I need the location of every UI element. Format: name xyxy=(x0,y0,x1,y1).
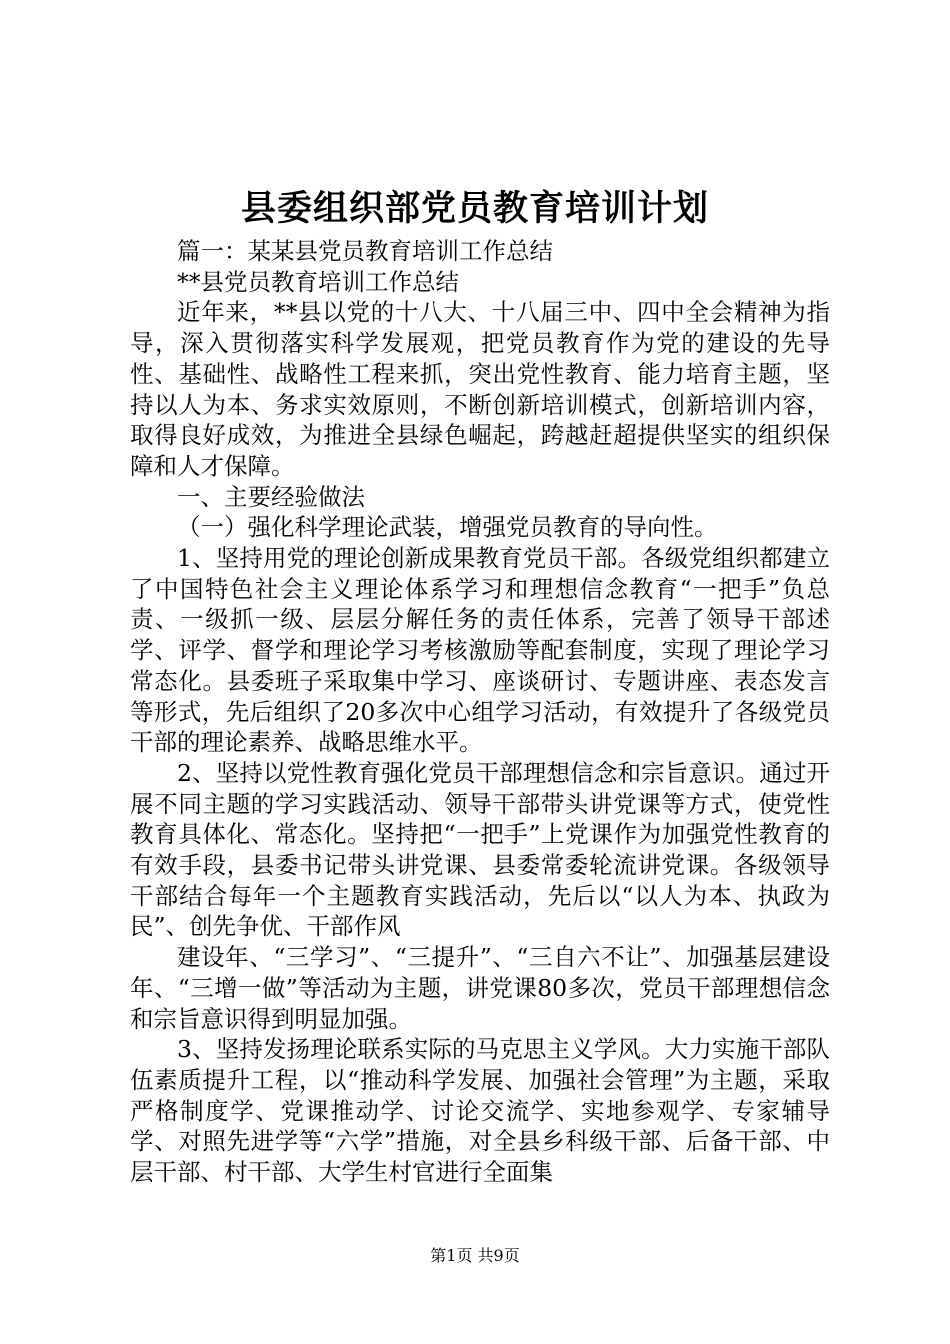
paragraph-heading-theory: （一）强化科学理论武装，增强党员教育的导向性。 xyxy=(177,513,718,542)
paragraph-section-heading: 篇一：某某县党员教育培训工作总结 xyxy=(177,237,553,265)
document-title: 县委组织部党员教育培训计划 xyxy=(240,188,709,229)
paragraph-item-3: 3、坚持发扬理论联系实际的马克思主义学风。大力实施干部队伍素质提升工程，以“推动科学发展、加强社会管理”为主题，采取严格制度学、党课推动学、讨论交流学、实地参观学、专家辅导学、对照先进学等“六学”措施，对全县乡科级干部、后备干部、中层干部、村干部、大学生村官进行全面集 xyxy=(130,1035,830,1187)
document-body xyxy=(130,236,830,1188)
paragraph-item-1: 1、坚持用党的理论创新成果教育党员干部。各级党组织都建立了中国特色社会主义理论体系学习和理想信念教育“一把手”负总责、一级抓一级、层层分解任务的责任体系，完善了领导干部述学、评学、督学和理论学习考核激励等配套制度，实现了理论学习常态化。县委班子采取集中学习、座谈研讨、专题讲座、表态发言等形式，先后组织了20多次中心组学习活动，有效提升了各级党员干部的理论素养、战略思维水平。 xyxy=(130,544,830,757)
page-number-footer: 第1页 共9页 xyxy=(430,1246,520,1265)
paragraph-heading-experience: 一、主要经验做法 xyxy=(177,482,365,511)
paragraph-item-2-continued: 建设年、“三学习”、“三提升”、“三自六不让”、加强基层建设年、“三增一做”等活动为主题，讲党课80多次，党员干部理想信念和宗旨意识得到明显加强。 xyxy=(130,943,830,1033)
paragraph-intro: 近年来，**县以党的十八大、十八届三中、四中全会精神为指导，深入贯彻落实科学发展观，把党员教育作为党的建设的先导性、基础性、战略性工程来抓，突出党性教育、能力培育主题，坚持以人为本、务求实效原则，不断创新培训模式，创新培训内容，取得良好成效，为推进全县绿色崛起，跨越赶超提供坚实的组织保障和人才保障。 xyxy=(130,298,830,480)
paragraph-subtitle: **县党员教育培训工作总结 xyxy=(177,267,459,296)
paragraph-item-2: 2、坚持以党性教育强化党员干部理想信念和宗旨意识。通过开展不同主题的学习实践活动、领导干部带头讲党课等方式，使党性教育具体化、常态化。坚持把“一把手”上党课作为加强党性教育的有效手段，县委书记带头讲党课、县委常委轮流讲党课。各级领导干部结合每年一个主题教育实践活动，先后以“以人为本、执政为民”、创先争优、干部作风 xyxy=(130,758,830,941)
